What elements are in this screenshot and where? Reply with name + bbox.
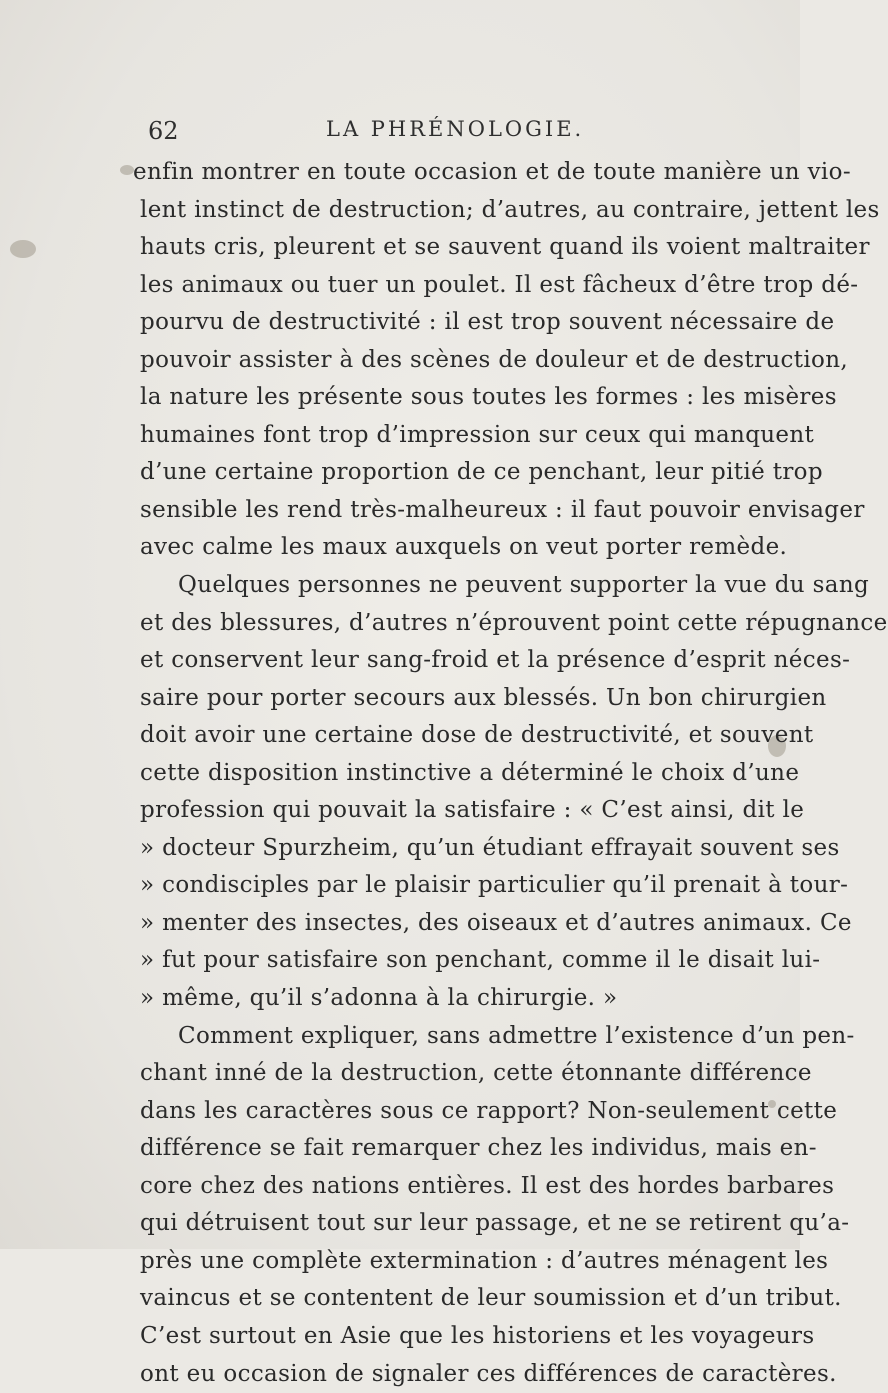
text-line: sensible les rend très-malheureux : il faut pouvoir envisager: [140, 492, 720, 530]
text-line: d’une certaine proportion de ce penchant, leur pitié trop: [140, 454, 720, 492]
quote-line: » condisciples par le plaisir particulier qu’il prenait à tour-: [140, 867, 720, 905]
text-line: avec calme les maux auxquels on veut porter remède.: [140, 529, 720, 567]
text-line: C’est surtout en Asie que les historiens et les voyageurs: [140, 1318, 720, 1356]
paper-speck: [120, 165, 134, 175]
text-line: pouvoir assister à des scènes de douleur et de destruction,: [140, 342, 720, 380]
quote-line: » docteur Spurzheim, qu’un étudiant effrayait souvent ses: [140, 830, 720, 868]
text-line: et conservent leur sang-froid et la présence d’esprit néces-: [140, 642, 720, 680]
paragraph-start-line: Quelques personnes ne peuvent supporter la vue du sang: [140, 567, 720, 605]
text-line: core chez des nations entières. Il est des hordes barbares: [140, 1168, 720, 1206]
text-line: chant inné de la destruction, cette étonnante différence: [140, 1055, 720, 1093]
paper-speck: [10, 240, 36, 258]
text-line: qui détruisent tout sur leur passage, et ne se retirent qu’a-: [140, 1205, 720, 1243]
page-header: [148, 117, 708, 151]
text-line: et des blessures, d’autres n’éprouvent point cette répugnance: [140, 605, 720, 643]
text-line: la nature les présente sous toutes les formes : les misères: [140, 379, 720, 417]
text-line: les animaux ou tuer un poulet. Il est fâcheux d’être trop dé-: [140, 267, 720, 305]
text-line: dans les caractères sous ce rapport? Non-seulement cette: [140, 1093, 720, 1131]
text-line: ont eu occasion de signaler ces différences de caractères.: [140, 1356, 720, 1393]
text-line: hauts cris, pleurent et se sauvent quand ils voient maltraiter: [140, 229, 720, 267]
text-line: enfin montrer en toute occasion et de toute manière un vio-: [133, 154, 720, 192]
body-text: [140, 154, 720, 1393]
text-line: près une complète extermination : d’autres ménagent les: [140, 1243, 720, 1281]
text-line: différence se fait remarquer chez les individus, mais en-: [140, 1130, 720, 1168]
text-line: saire pour porter secours aux blessés. Un bon chirurgien: [140, 680, 720, 718]
text-line: humaines font trop d’impression sur ceux qui manquent: [140, 417, 720, 455]
quote-line: » même, qu’il s’adonna à la chirurgie. »: [140, 980, 720, 1018]
quote-line: » fut pour satisfaire son penchant, comme il le disait lui-: [140, 942, 720, 980]
text-line: cette disposition instinctive a déterminé le choix d’une: [140, 755, 720, 793]
page-number: 62: [148, 117, 179, 145]
text-line: doit avoir une certaine dose de destructivité, et souvent: [140, 717, 720, 755]
text-line: vaincus et se contentent de leur soumission et d’un tribut.: [140, 1280, 720, 1318]
running-title: LA PHRÉNOLOGIE.: [326, 117, 584, 141]
quote-line: » menter des insectes, des oiseaux et d’autres animaux. Ce: [140, 905, 720, 943]
paragraph-start-line: Comment expliquer, sans admettre l’existence d’un pen-: [140, 1018, 720, 1056]
text-line: profession qui pouvait la satisfaire : « C’est ainsi, dit le: [140, 792, 720, 830]
text-line: pourvu de destructivité : il est trop souvent nécessaire de: [140, 304, 720, 342]
text-line: lent instinct de destruction; d’autres, au contraire, jettent les: [140, 192, 720, 230]
